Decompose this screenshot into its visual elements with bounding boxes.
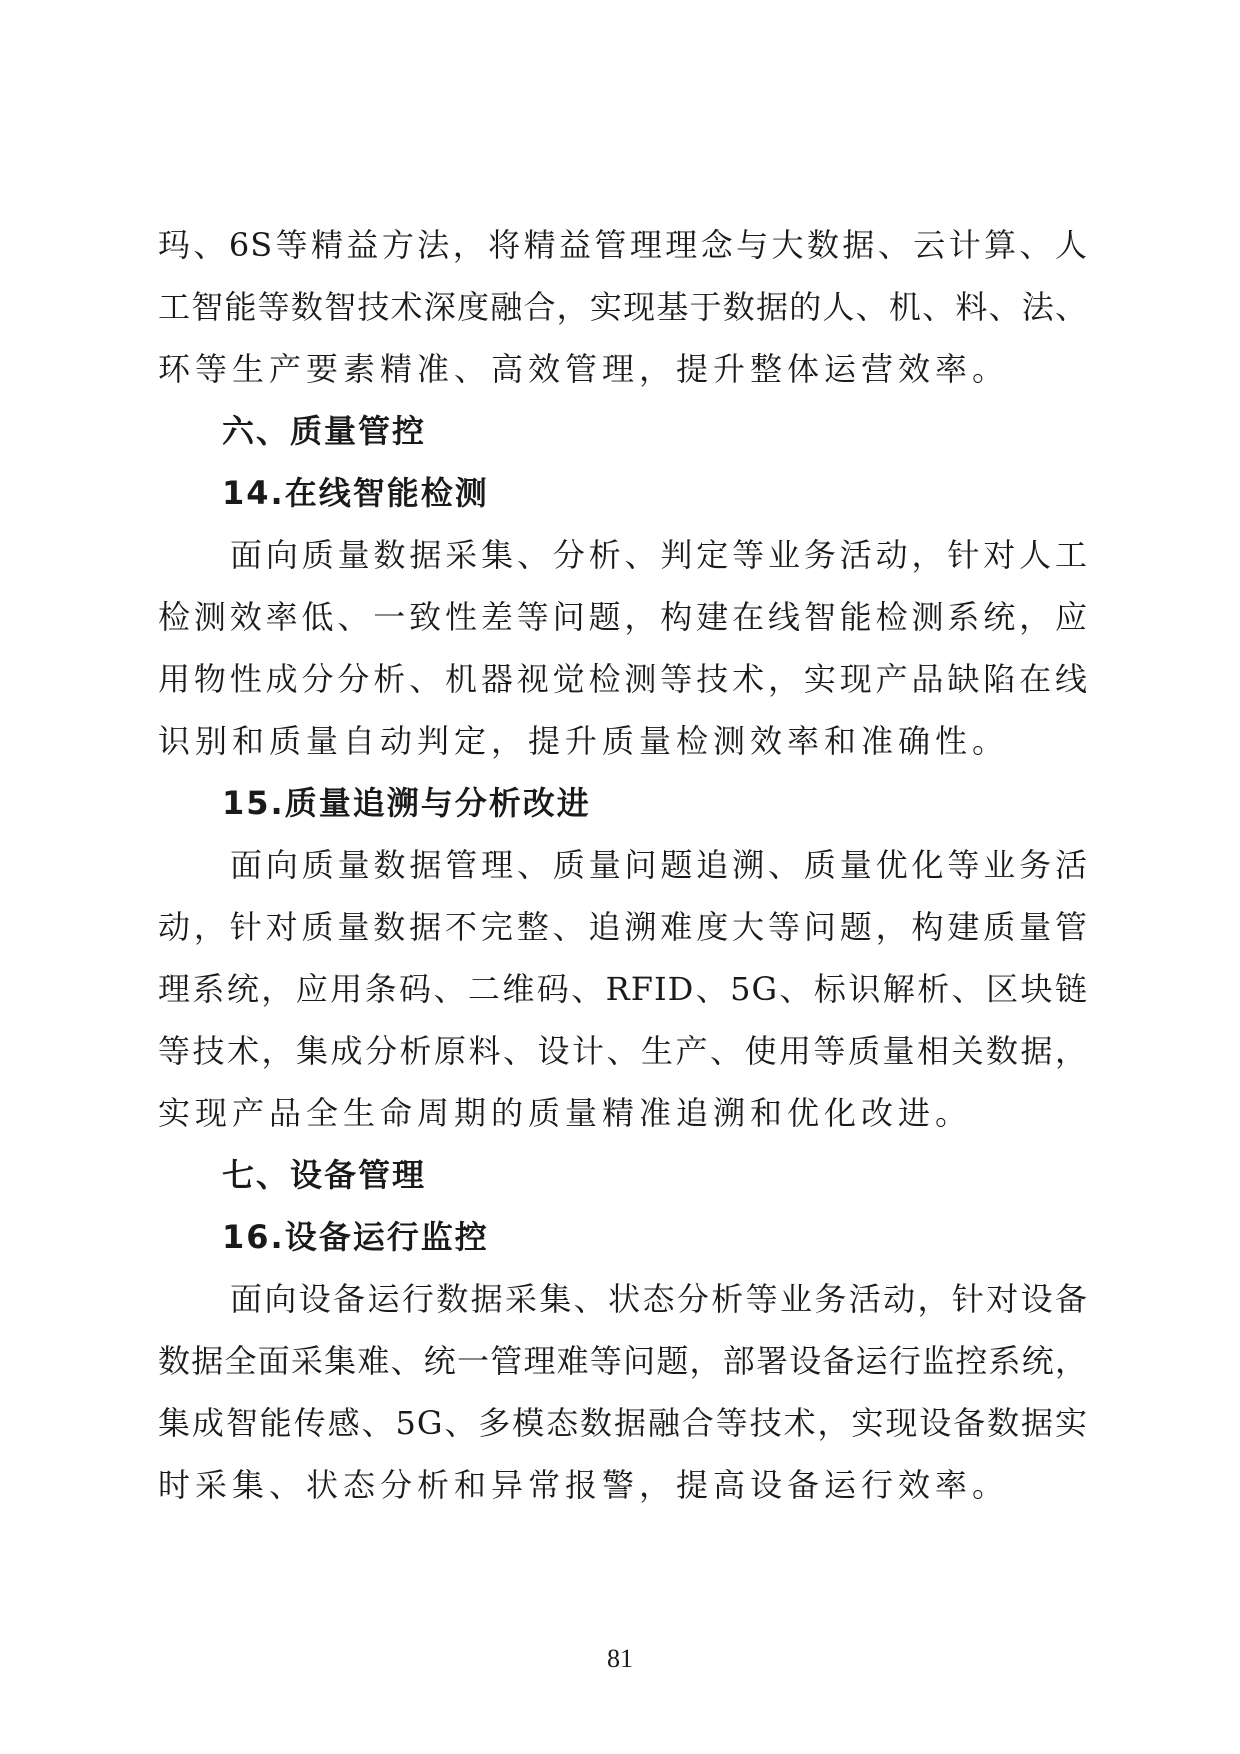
paragraph-line: 面向质量数据采集、分析、判定等业务活动，针对人工 bbox=[230, 536, 1088, 574]
paragraph-line: 集成智能传感、5G、多模态数据融合等技术，实现设备数据实 bbox=[158, 1404, 1088, 1442]
paragraph-line: 环等生产要素精准、高效管理，提升整体运营效率。 bbox=[158, 350, 1010, 388]
paragraph-line: 用物性成分分析、机器视觉检测等技术，实现产品缺陷在线 bbox=[158, 660, 1088, 698]
paragraph-line: 实现产品全生命周期的质量精准追溯和优化改进。 bbox=[158, 1094, 973, 1132]
item-heading: 15.质量追溯与分析改进 bbox=[222, 784, 591, 822]
section-heading: 七、设备管理 bbox=[222, 1156, 427, 1194]
item-heading: 16.设备运行监控 bbox=[222, 1218, 489, 1256]
paragraph-line: 面向设备运行数据采集、状态分析等业务活动，针对设备 bbox=[230, 1280, 1088, 1318]
page-number: 81 bbox=[607, 1644, 633, 1673]
paragraph-line: 识别和质量自动判定，提升质量检测效率和准确性。 bbox=[158, 722, 1010, 760]
paragraph-line: 玛、6S等精益方法，将精益管理理念与大数据、云计算、人 bbox=[158, 226, 1088, 264]
paragraph-line: 数据全面采集难、统一管理难等问题，部署设备运行监控系统， bbox=[158, 1342, 1088, 1380]
paragraph-line: 工智能等数智技术深度融合，实现基于数据的人、机、料、法、 bbox=[158, 288, 1088, 326]
section-heading: 六、质量管控 bbox=[222, 412, 427, 450]
paragraph-line: 理系统，应用条码、二维码、RFID、5G、标识解析、区块链 bbox=[158, 970, 1088, 1008]
paragraph-line: 检测效率低、一致性差等问题，构建在线智能检测系统，应 bbox=[158, 598, 1088, 636]
paragraph-line: 时采集、状态分析和异常报警，提高设备运行效率。 bbox=[158, 1466, 1010, 1504]
paragraph-line: 动，针对质量数据不完整、追溯难度大等问题，构建质量管 bbox=[158, 908, 1088, 946]
paragraph-line: 面向质量数据管理、质量问题追溯、质量优化等业务活 bbox=[230, 846, 1088, 884]
item-heading: 14.在线智能检测 bbox=[222, 474, 489, 512]
paragraph-line: 等技术，集成分析原料、设计、生产、使用等质量相关数据， bbox=[158, 1032, 1088, 1070]
